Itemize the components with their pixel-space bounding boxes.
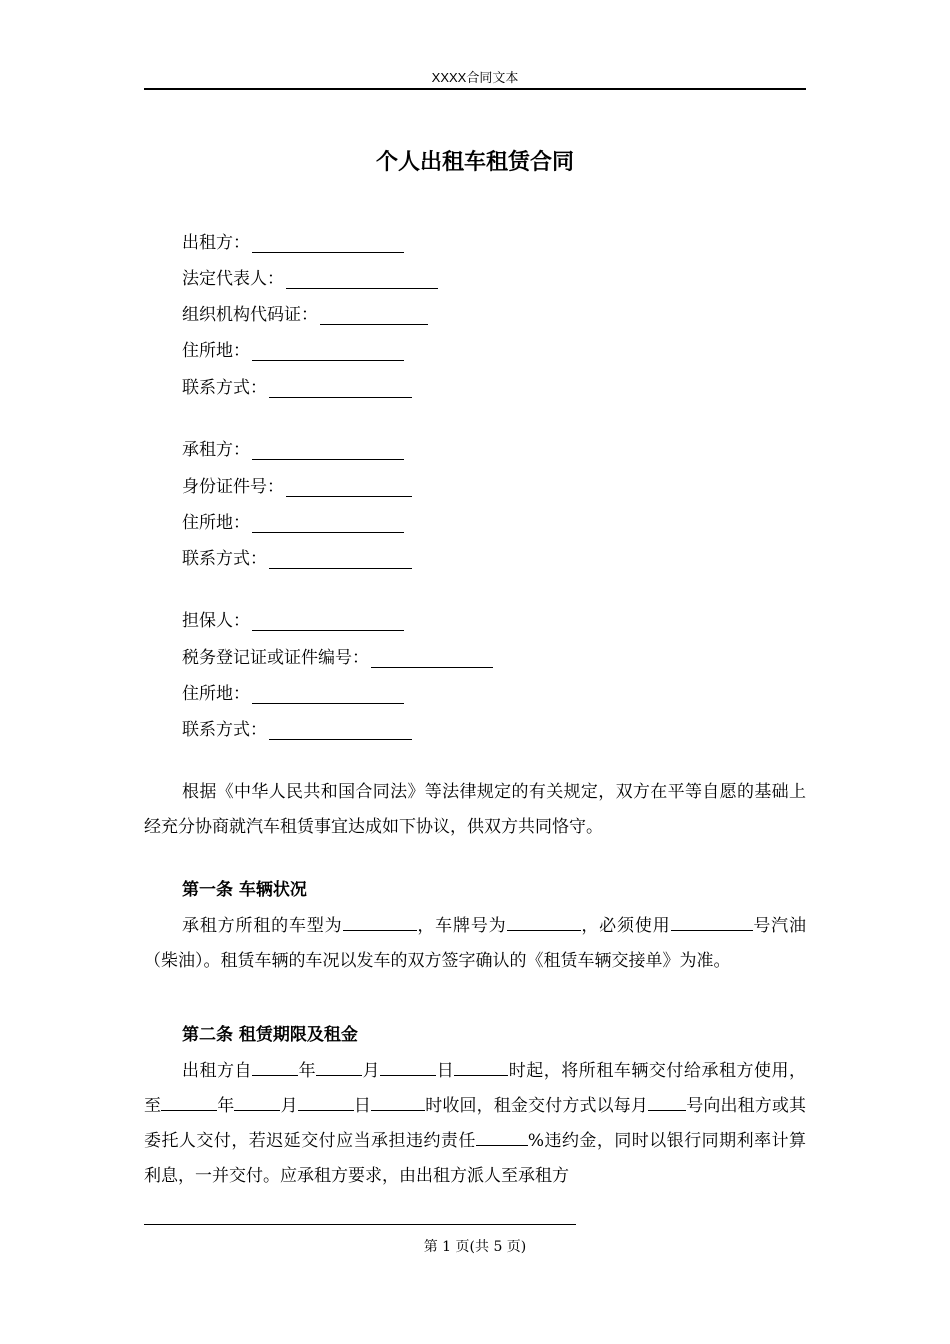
lessee-name-label: 承租方：	[182, 440, 250, 460]
plate-number-blank	[507, 912, 581, 931]
article-2-heading: 第二条 租赁期限及租金	[182, 1025, 358, 1045]
lessor-org-code-field	[182, 300, 428, 330]
page-header: XXXX合同文本	[431, 70, 519, 85]
article-2-text-2: 年	[298, 1061, 317, 1081]
article-2-text-9: 时收回，租金交付方式以每月	[425, 1096, 649, 1116]
lessor-org-code-label: 组织机构代码证：	[182, 305, 318, 325]
start-year-blank	[252, 1057, 298, 1076]
guarantor-address-blank	[252, 685, 404, 704]
article-2-text-10: 号向出租方或其委托人交付，若迟延交付应当承担违约责任	[144, 1096, 807, 1151]
article-2-text-7: 月	[280, 1096, 298, 1116]
guarantor-name-label: 担保人：	[182, 611, 250, 631]
header-rule	[144, 88, 806, 90]
article-1-paragraph	[144, 909, 806, 979]
penalty-rate-blank	[476, 1127, 528, 1146]
lessee-id-field	[182, 472, 412, 502]
start-month-blank	[316, 1057, 362, 1076]
lessor-name-label: 出租方：	[182, 233, 250, 253]
article-2-text-3: 月	[362, 1061, 381, 1081]
lessee-address-field	[182, 508, 404, 538]
end-month-blank	[234, 1092, 280, 1111]
article-2-text-5: 时起，将所租车辆交付给承租方使用，至	[144, 1061, 807, 1116]
guarantor-contact-field	[182, 715, 412, 745]
lessor-name-blank	[252, 234, 404, 253]
article-1-heading: 第一条 车辆状况	[182, 880, 307, 900]
article-2-text-4: 日	[436, 1061, 455, 1081]
guarantor-tax-field	[182, 643, 493, 673]
lessee-contact-field	[182, 544, 412, 574]
article-2-text-8: 日	[353, 1096, 372, 1116]
lessee-contact-label: 联系方式：	[182, 549, 267, 569]
article-1-text-1: 承租方所租的车型为	[182, 916, 343, 936]
article-2-paragraph	[144, 1054, 806, 1194]
car-model-blank	[343, 912, 417, 931]
lessee-contact-blank	[269, 550, 412, 569]
lessee-address-blank	[252, 514, 404, 533]
guarantor-name-blank	[252, 612, 404, 631]
fuel-grade-blank	[671, 912, 753, 931]
lessee-id-label: 身份证件号：	[182, 477, 284, 497]
article-1-text-4: 号汽油（柴油）。租赁车辆的车况以发车的双方签字确认的《租赁车辆交接单》为准。	[144, 916, 806, 971]
page-footer: 第 1 页(共 5 页)	[423, 1239, 527, 1255]
lessee-id-blank	[286, 478, 412, 497]
lessor-address-field	[182, 336, 404, 366]
end-hour-blank	[371, 1092, 425, 1111]
guarantor-address-label: 住所地：	[182, 684, 250, 704]
start-hour-blank	[454, 1057, 508, 1076]
lessee-name-blank	[252, 441, 404, 460]
article-2-text-6: 年	[217, 1096, 235, 1116]
lessor-org-code-blank	[320, 306, 428, 325]
article-2-text-1: 出租方自	[182, 1061, 253, 1081]
lessor-contact-blank	[269, 379, 412, 398]
lessor-address-blank	[252, 342, 404, 361]
payment-day-blank	[648, 1092, 686, 1111]
guarantor-tax-label: 税务登记证或证件编号：	[182, 648, 369, 668]
lessor-contact-field	[182, 373, 412, 403]
lessor-name-field	[182, 228, 404, 258]
guarantor-tax-blank	[371, 649, 493, 668]
article-2-text-11: %违约金，同时以银行同期利率计算利息，一并交付。应承租方要求，由出租方派人至承租方	[144, 1131, 807, 1186]
lessee-name-field	[182, 435, 404, 465]
guarantor-name-field	[182, 606, 404, 636]
end-day-blank	[298, 1092, 354, 1111]
lessee-address-label: 住所地：	[182, 513, 250, 533]
lessor-rep-blank	[286, 270, 438, 289]
end-year-blank	[161, 1092, 217, 1111]
start-day-blank	[380, 1057, 436, 1076]
document-title: 个人出租车租赁合同	[375, 150, 574, 175]
guarantor-contact-label: 联系方式：	[182, 720, 267, 740]
footer-rule	[144, 1224, 576, 1225]
lessor-rep-label: 法定代表人：	[182, 269, 284, 289]
guarantor-contact-blank	[269, 721, 412, 740]
lessor-contact-label: 联系方式：	[182, 378, 267, 398]
preamble-paragraph: 根据《中华人民共和国合同法》等法律规定的有关规定，双方在平等自愿的基础上经充分协商就汽车租赁事宜达成如下协议，供双方共同恪守。	[144, 782, 806, 837]
article-1-text-2: ，车牌号为	[416, 916, 507, 936]
lessor-rep-field	[182, 264, 438, 294]
lessor-address-label: 住所地：	[182, 341, 250, 361]
guarantor-address-field	[182, 679, 404, 709]
article-1-text-3: ，必须使用	[580, 916, 671, 936]
